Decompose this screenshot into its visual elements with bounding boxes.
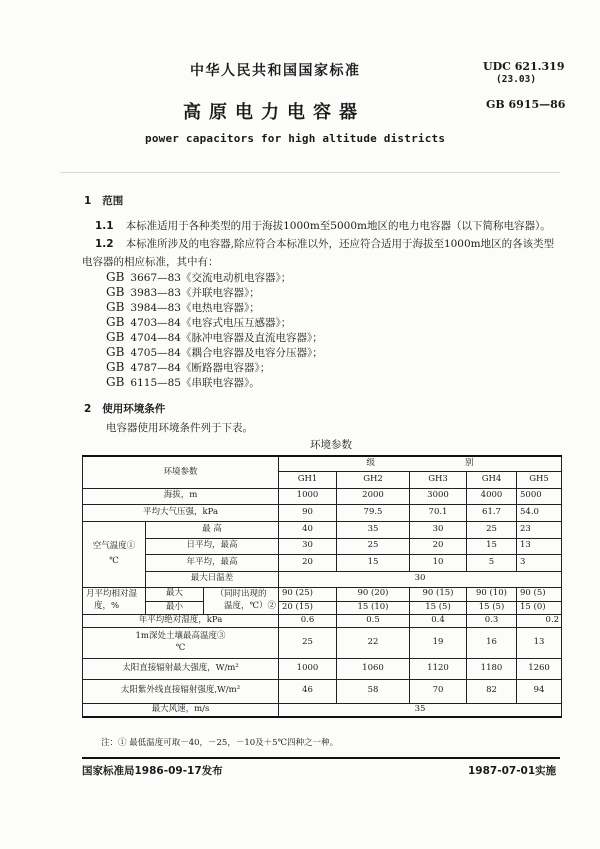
clause-1-1 — [95, 218, 551, 233]
table-row — [83, 538, 562, 554]
value-cell: 19 — [410, 627, 467, 658]
clause-number: 1.1 — [95, 220, 114, 232]
value-cell: 90 — [279, 504, 337, 521]
label-unit: ℃ — [175, 643, 186, 653]
grade-cell: GH5 — [517, 471, 562, 488]
value-cell: 1000 — [279, 488, 337, 504]
value-cell: 15 (5) — [410, 601, 467, 614]
value-cell: 35 — [279, 703, 562, 717]
ref-text: 4704—84《脉冲电容器及直流电容器》； — [130, 332, 323, 344]
table-row — [83, 587, 562, 601]
value-cell: 61.7 — [467, 504, 517, 521]
value-cell: 15 — [337, 554, 410, 571]
ref-code: GB — [106, 330, 125, 344]
ref-code: GB — [106, 315, 125, 329]
udc-subnumber: (23.03) — [496, 74, 537, 85]
table-row — [83, 679, 562, 703]
value-cell: 15 (5) — [467, 601, 517, 614]
value-cell: 90 (10) — [467, 587, 517, 601]
value-cell: 15 (0) — [517, 601, 562, 614]
grade-cell: GH4 — [467, 471, 517, 488]
humidity-label — [83, 587, 146, 614]
value-cell: 15 — [467, 538, 517, 554]
label-line: 月平均相对湿 — [86, 588, 138, 599]
label-line: 1m深处土壤最高温度③ — [135, 630, 226, 641]
table-note: 注：① 最低温度可取－40，－25，－10及＋5℃四种之一种。 — [101, 738, 339, 748]
value-cell: 5 — [467, 554, 517, 571]
value-cell: 0.5 — [337, 614, 410, 627]
value-cell: 20 — [410, 538, 467, 554]
label-unit: ℃ — [109, 555, 119, 566]
label-line: 温度，℃）② — [223, 601, 276, 611]
ref-text: 3667—83《交流电动机电容器》； — [130, 272, 292, 284]
section-number: 2 — [84, 403, 92, 415]
value-cell: 1260 — [517, 658, 562, 679]
value-cell: 90 (15) — [410, 587, 467, 601]
row-label: 最小 — [146, 601, 204, 614]
ref-text: 4705—84《耦合电容器及电容分压器》； — [130, 347, 323, 359]
row-label: 太阳直接辐射最大强度，W/m² — [83, 658, 279, 679]
row-label: 平均大气压强，kPa — [83, 504, 279, 521]
clause-text: 本标准适用于各种类型的用于海拔1000m至5000m地区的电力电容器（以下简称电容器）。 — [125, 220, 551, 232]
clause-1-2-continued: 电容器的相应标准，其中有： — [82, 256, 219, 268]
grade-cell: GH2 — [337, 471, 410, 488]
table-row — [83, 627, 562, 658]
row-label: 年平均绝对湿度，kPa — [83, 614, 279, 627]
value-cell: 0.3 — [467, 614, 517, 627]
value-cell: 25 — [337, 538, 410, 554]
standard-number: GB 6915—86 — [486, 98, 566, 111]
clause-number: 1.2 — [95, 238, 114, 250]
table-row — [83, 521, 562, 538]
document-title: 高原电力电容器 — [183, 102, 365, 123]
value-cell: 82 — [467, 679, 517, 703]
value-cell: 22 — [337, 627, 410, 658]
grade-cell: GH1 — [279, 471, 337, 488]
value-cell: 2000 — [337, 488, 410, 504]
label-line: 度，% — [94, 601, 120, 611]
grade-cell: GH3 — [410, 471, 467, 488]
row-label: 最大 — [146, 587, 204, 601]
value-cell: 46 — [279, 679, 337, 703]
reference-item — [106, 315, 291, 330]
value-cell: 3000 — [410, 488, 467, 504]
reference-item — [106, 300, 260, 315]
value-cell: 1060 — [337, 658, 410, 679]
value-cell: 90 (25) — [279, 587, 337, 601]
value-cell: 35 — [337, 521, 410, 538]
row-label: 最大风速，m/s — [83, 703, 279, 717]
table-caption: 环境参数 — [310, 439, 352, 451]
value-cell: 70.1 — [410, 504, 467, 521]
grade-header-char: 别 — [465, 458, 474, 469]
reference-item — [106, 270, 291, 285]
row-label: 海拔，m — [83, 488, 279, 504]
section-number: 1 — [84, 195, 92, 207]
value-cell: 1180 — [467, 658, 517, 679]
ref-code: GB — [106, 375, 125, 389]
value-cell: 5000 — [517, 488, 562, 504]
value-cell: 15 (10) — [337, 601, 410, 614]
table-row — [83, 571, 562, 587]
value-cell: 0.4 — [410, 614, 467, 627]
value-cell: 13 — [517, 627, 562, 658]
reference-item — [106, 285, 260, 300]
value-cell: 90 (5) — [517, 587, 562, 601]
ref-code: GB — [106, 300, 125, 314]
ref-code: GB — [106, 360, 125, 374]
environment-parameters-table — [82, 455, 562, 718]
label-line: （同时出现的 — [215, 588, 267, 599]
effective-date: 1987-07-01实施 — [468, 765, 557, 777]
ref-text: 6115—85《串联电容器》。 — [130, 377, 260, 389]
table-row — [83, 703, 562, 717]
header-divider — [60, 172, 560, 173]
value-cell: 10 — [410, 554, 467, 571]
grade-header-char: 级 — [366, 458, 376, 469]
reference-item — [106, 345, 323, 360]
value-cell: 90 (20) — [337, 587, 410, 601]
row-label: 最 高 — [146, 521, 279, 538]
ref-code: GB — [106, 345, 125, 359]
row-label: 日平均，最高 — [146, 538, 279, 554]
label-line: 空气温度① — [92, 541, 136, 552]
ref-text: 3984—83《电热电容器》； — [130, 302, 260, 314]
table-row — [83, 488, 562, 504]
english-title: power capacitors for high altitude districts — [145, 132, 446, 145]
udc-number: UDC 621.319 — [483, 60, 565, 73]
value-cell: 4000 — [467, 488, 517, 504]
section-1-heading — [84, 193, 123, 208]
value-cell: 3 — [517, 554, 562, 571]
table-row — [83, 504, 562, 521]
row-label: 太阳紫外线直接辐射强度,W/m² — [83, 679, 279, 703]
grade-header — [279, 456, 562, 471]
footer-divider — [82, 757, 560, 759]
value-cell: 79.5 — [337, 504, 410, 521]
ref-code: GB — [106, 285, 125, 299]
humidity-note — [204, 587, 279, 614]
clause-text: 本标准所涉及的电容器,除应符合本标准以外，还应符合适用于海拔至1000m地区的各该类型 — [125, 238, 555, 250]
value-cell: 25 — [279, 627, 337, 658]
value-cell: 30 — [279, 538, 337, 554]
ref-text: 4787—84《断路器电容器》； — [130, 362, 271, 374]
row-label — [83, 627, 279, 658]
row-label: 年平均，最高 — [146, 554, 279, 571]
value-cell: 30 — [279, 571, 562, 587]
value-cell: 13 — [517, 538, 562, 554]
table-header-row — [83, 456, 562, 471]
reference-item — [106, 330, 323, 345]
value-cell: 1120 — [410, 658, 467, 679]
section-title: 使用环境条件 — [102, 403, 166, 415]
value-cell: 0.6 — [279, 614, 337, 627]
section-2-text: 电容器使用环境条件列于下表。 — [106, 422, 253, 434]
value-cell: 23 — [517, 521, 562, 538]
value-cell: 25 — [467, 521, 517, 538]
value-cell: 20 — [279, 554, 337, 571]
section-title: 范围 — [102, 195, 124, 207]
param-header: 环境参数 — [83, 456, 279, 488]
ref-text: 3983—83《并联电容器》； — [130, 287, 260, 299]
value-cell: 16 — [467, 627, 517, 658]
value-cell: 58 — [337, 679, 410, 703]
table-row — [83, 658, 562, 679]
value-cell: 94 — [517, 679, 562, 703]
national-standard-heading: 中华人民共和国国家标准 — [190, 63, 361, 79]
ref-text: 4703—84《电容式电压互感器》； — [130, 317, 292, 329]
section-2-heading — [84, 401, 165, 416]
reference-item — [106, 375, 260, 390]
row-label: 最大日温差 — [146, 571, 279, 587]
clause-1-2 — [95, 236, 554, 251]
value-cell: 70 — [410, 679, 467, 703]
table-row — [83, 601, 562, 614]
value-cell: 40 — [279, 521, 337, 538]
ref-code: GB — [106, 270, 125, 284]
air-temp-label — [83, 521, 146, 587]
value-cell: 1000 — [279, 658, 337, 679]
value-cell: 54.0 — [517, 504, 562, 521]
value-cell: 20 (15) — [279, 601, 337, 614]
value-cell: 0.2 — [517, 614, 562, 627]
table-row — [83, 554, 562, 571]
issue-date: 国家标准局1986-09-17发布 — [82, 765, 223, 777]
value-cell: 30 — [410, 521, 467, 538]
table-row — [83, 614, 562, 627]
reference-item — [106, 360, 270, 375]
